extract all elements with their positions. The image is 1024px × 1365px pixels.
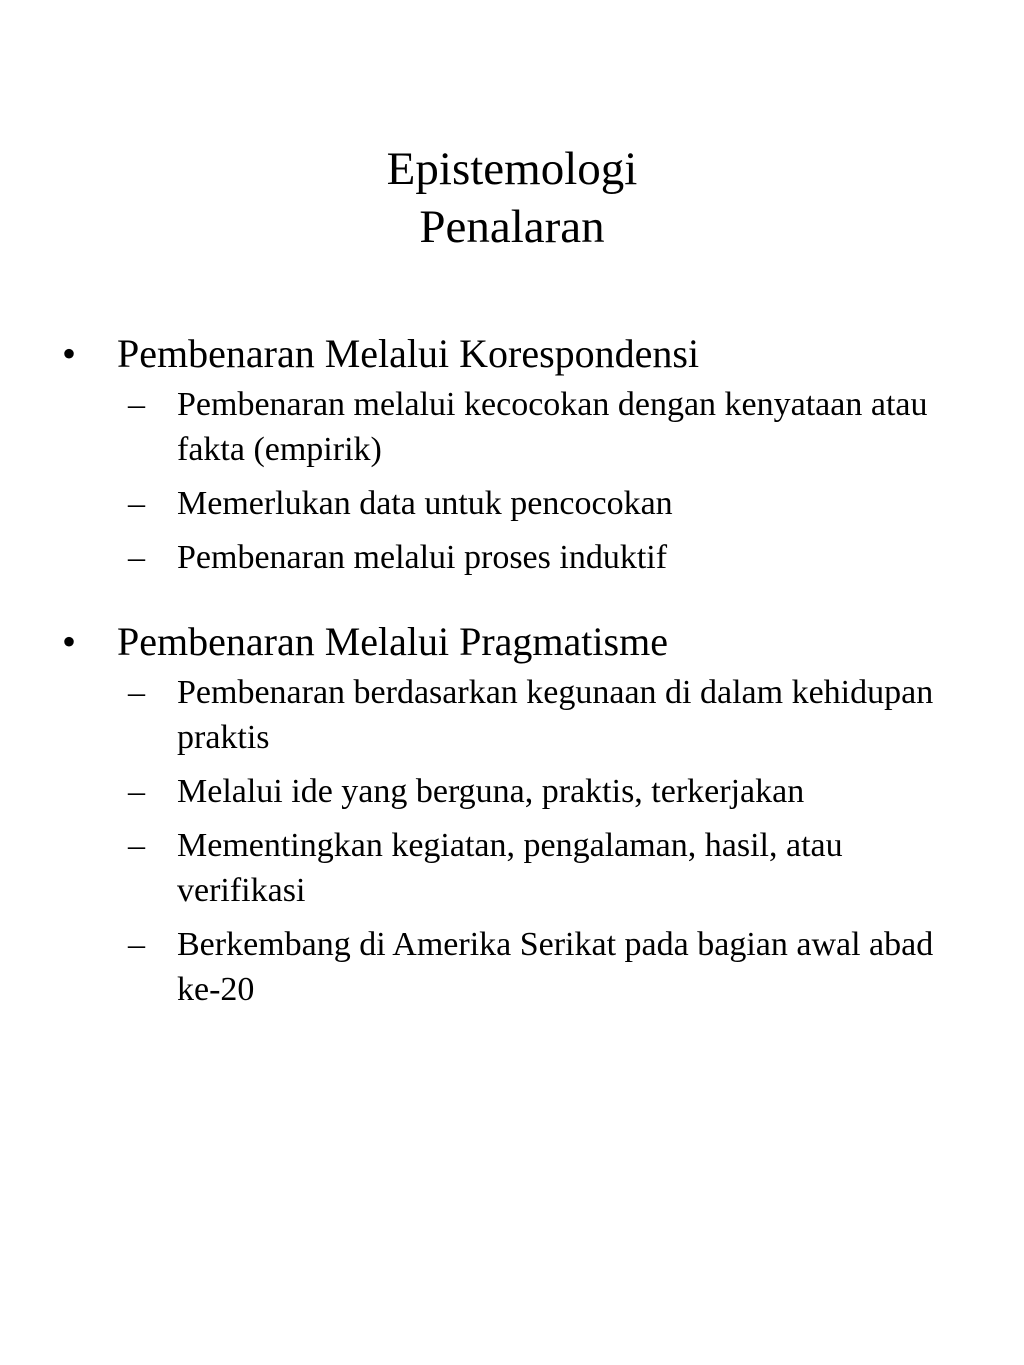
sub-item [0,670,1024,760]
dash-marker: – [128,827,145,864]
bullet-heading-text: Pembenaran Melalui Korespondensi [117,331,700,376]
bullet-marker: • [62,619,77,664]
sub-item [0,922,1024,1012]
sub-item-text: Mementingkan kegiatan, pengalaman, hasil, atau verifikasi [177,827,843,909]
sub-item [0,535,1024,580]
sub-item-text: Berkembang di Amerika Serikat pada bagian awal abad ke-20 [177,926,934,1008]
dash-marker: – [128,539,145,576]
sub-item [0,382,1024,472]
dash-marker: – [128,773,145,810]
sub-item-text: Pembenaran melalui kecocokan dengan kenyataan atau fakta (empirik) [177,386,928,468]
sub-item [0,769,1024,814]
sub-item [0,823,1024,913]
dash-marker: – [128,674,145,711]
sub-item-text: Melalui ide yang berguna, praktis, terkerjakan [177,773,805,810]
dash-marker: – [128,926,145,963]
sub-item-text: Pembenaran melalui proses induktif [177,539,668,576]
bullet-heading-text: Pembenaran Melalui Pragmatisme [117,619,668,664]
bullet-heading [0,328,1024,380]
title-line-2: Penalaran [419,201,605,253]
dash-marker: – [128,386,145,423]
bullet-list [0,328,1024,1048]
bullet-korespondensi [0,328,1024,580]
bullet-heading [0,616,1024,668]
sub-item-text: Memerlukan data untuk pencocokan [177,485,673,522]
sub-item [0,481,1024,526]
bullet-pragmatisme [0,616,1024,1012]
sub-item-text: Pembenaran berdasarkan kegunaan di dalam kehidupan praktis [177,674,934,756]
slide-title [0,140,1024,256]
dash-marker: – [128,485,145,522]
title-line-1: Epistemologi [386,143,638,195]
bullet-marker: • [62,331,77,376]
